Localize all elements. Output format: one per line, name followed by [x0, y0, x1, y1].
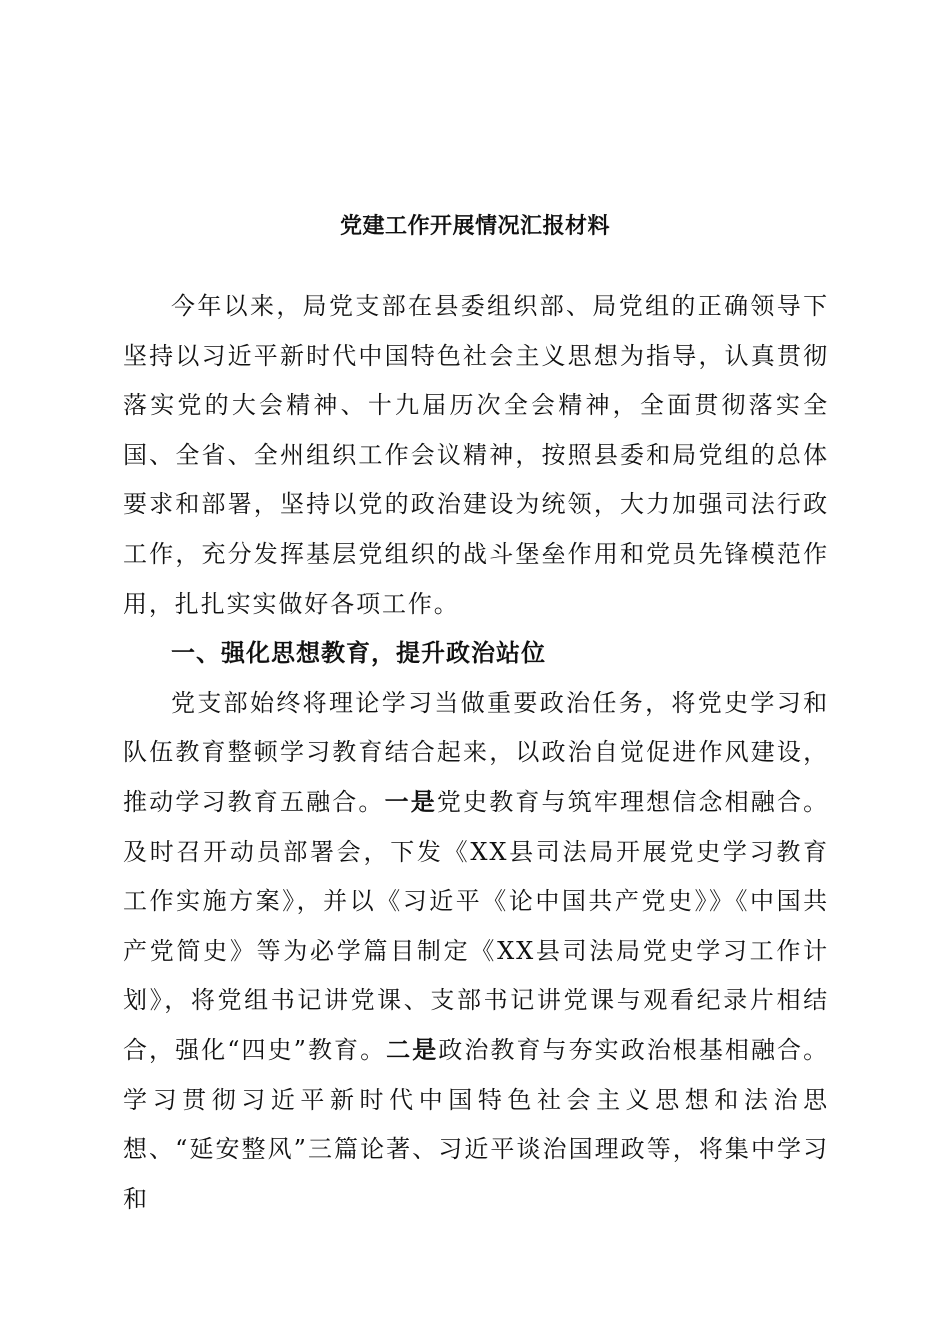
document-body — [123, 282, 829, 1224]
section-heading: 一、强化思想教育，提升政治站位 — [171, 639, 546, 668]
paragraph-text-start: 党支部始终将理论学习当做重要政治任务，将党史学习和队伍教育整顿学习教育结合起来，以政治自觉促进作风建设，推动学习教育五融合。 — [123, 688, 829, 816]
bold-marker-second: 二是 — [386, 1035, 439, 1064]
section-paragraph — [123, 679, 829, 1225]
document-title: 党建工作开展情况汇报材料 — [339, 214, 610, 239]
paragraph-text-second-point: 政治教育与夯实政治根基相融合。学习贯彻习近平新时代中国特色社会主义思想和法治思想、“延安整风”三篇论著、习近平谈治国理政等，将集中学习和 — [123, 1035, 829, 1213]
paragraph-text-first-point: 党史教育与筑牢理想信念相融合。及时召开动员部署会，下发《XX县司法局开展党史学习教育工作实施方案》，并以《习近平《论中国共产党史》》《中国共产党简史》等为必学篇目制定《XX县司法局党史学习工作计划》，将党组书记讲党课、支部书记讲党课与观看纪录片相结合，强化“四史”教育。 — [123, 787, 830, 1064]
intro-paragraph: 今年以来，局党支部在县委组织部、局党组的正确领导下坚持以习近平新时代中国特色社会主义思想为指导，认真贯彻落实党的大会精神、十九届历次全会精神，全面贯彻落实全国、全省、全州组织工作会议精神，按照县委和局党组的总体要求和部署，坚持以党的政治建设为统领，大力加强司法行政工作，充分发挥基层党组织的战斗堡垒作用和党员先锋模范作用，扎扎实实做好各项工作。 — [123, 292, 829, 618]
bold-marker-first: 一是 — [384, 787, 437, 816]
